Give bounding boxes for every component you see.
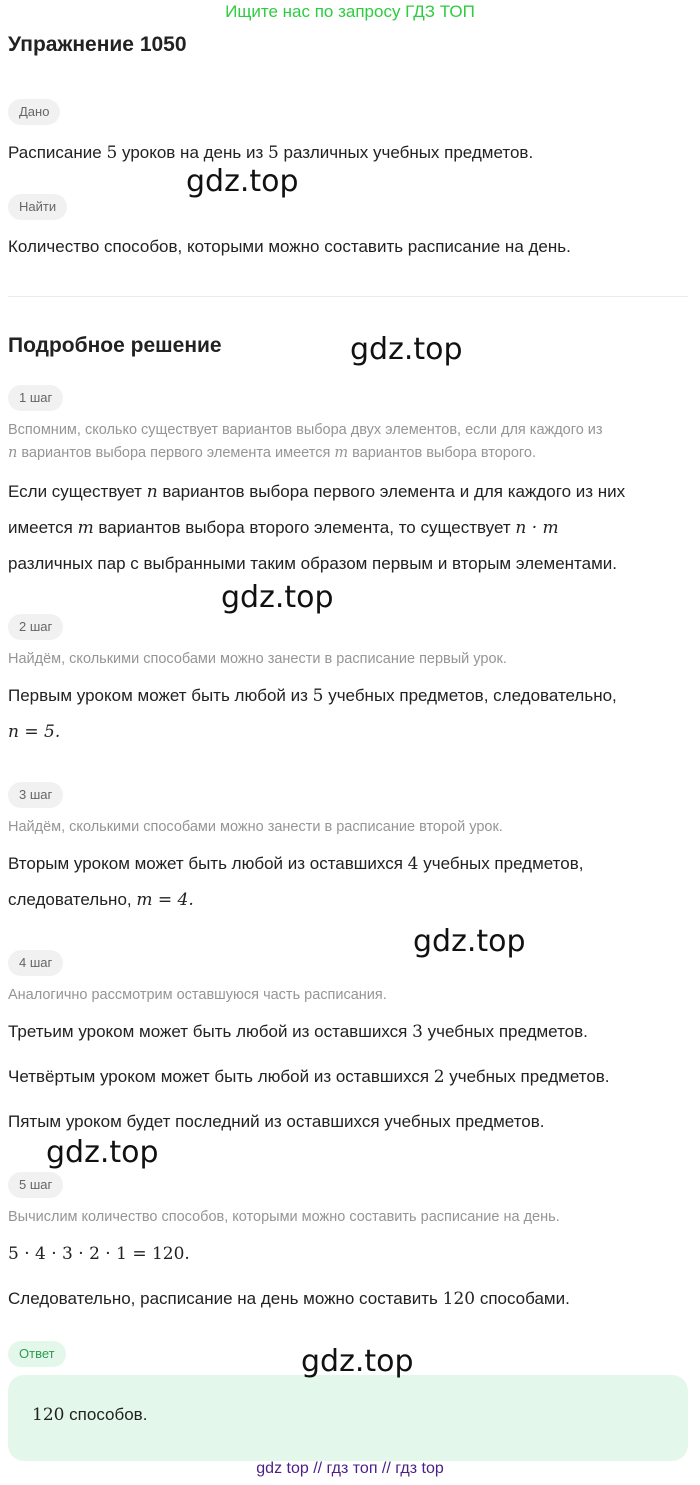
watermark: gdz.top [413, 924, 526, 959]
step1-l2-var: m [77, 518, 94, 538]
step1-chip-wrap [8, 385, 63, 411]
watermark: gdz.top [186, 164, 299, 199]
step1-line2 [8, 510, 688, 546]
step3-l2-expr: m = 4. [136, 890, 194, 910]
answer-label: способов. [64, 1405, 148, 1424]
given-text [8, 135, 688, 171]
step1-l1-var: n [146, 482, 158, 502]
step1-hint-line2-b: вариантов выбора второго. [348, 445, 536, 461]
answer-num: 120 [32, 1405, 65, 1425]
given-text-a: Расписание [8, 143, 107, 162]
step2-l1-num: 5 [312, 686, 324, 706]
step4-l2-a: Четвёртым уроком может быть любой из оставшихся [8, 1067, 434, 1086]
step3-chip-wrap [8, 782, 63, 808]
given-num2: 5 [267, 143, 279, 163]
find-chip-wrap [8, 194, 67, 220]
step4-l1-b: учебных предметов. [422, 1022, 588, 1041]
step4-chip: 4 шаг [8, 950, 63, 976]
given-num1: 5 [106, 143, 118, 163]
page-title: Упражнение 1050 [8, 33, 187, 56]
answer-chip-wrap [8, 1341, 66, 1367]
step1-chip: 1 шаг [8, 385, 63, 411]
given-chip-wrap [8, 99, 60, 125]
watermark: gdz.top [46, 1135, 159, 1170]
step2-l1-b: учебных предметов, следовательно, [323, 686, 617, 705]
step2-line2 [8, 714, 688, 750]
step3-l1-num: 4 [407, 854, 419, 874]
step3-l1-a: Вторым уроком может быть любой из оставшихся [8, 854, 408, 873]
step4-l1-a: Третьим уроком может быть любой из оставшихся [8, 1022, 413, 1041]
footer-links[interactable]: gdz top // гдз топ // гдз top [256, 1460, 444, 1477]
step1-line1 [8, 474, 688, 510]
step5-l2-b: способами. [475, 1289, 570, 1308]
step2-hint: Найдём, сколькими способами можно занести в расписание первый урок. [8, 651, 507, 667]
step1-hint-line2 [8, 442, 693, 465]
step4-hint: Аналогично рассмотрим оставшуюся часть расписания. [8, 987, 387, 1003]
answer-text [32, 1405, 147, 1425]
step4-l2-num: 2 [433, 1067, 445, 1087]
step2-chip: 2 шаг [8, 614, 63, 640]
step2-line1 [8, 678, 688, 714]
step3-line2 [8, 882, 688, 918]
step5-l2-num: 120 [442, 1289, 476, 1309]
step5-line1 [8, 1236, 688, 1272]
step1-l2-expr: n · m [515, 518, 559, 538]
step1-hint-line1: Вспомним, сколько существует вариантов выбора двух элементов, если для каждого из [8, 422, 603, 438]
step4-l1-num: 3 [412, 1022, 423, 1042]
step4-chip-wrap [8, 950, 63, 976]
step1-l2-b: вариантов выбора второго элемента, то существует [93, 518, 516, 537]
step4-line3: Пятым уроком будет последний из оставшихся учебных предметов. [8, 1112, 545, 1131]
step1-hint-line2-a: вариантов выбора первого элемента имеется [17, 445, 335, 461]
step5-l2-a: Следовательно, расписание на день можно составить [8, 1289, 443, 1308]
step1-hint-var-m: m [334, 445, 349, 461]
step5-chip: 5 шаг [8, 1172, 63, 1198]
step3-line1 [8, 846, 688, 882]
step3-l2-a: следовательно, [8, 890, 137, 909]
step1-l1-b: вариантов выбора первого элемента и для каждого из них [157, 482, 626, 501]
given-text-b: уроков на день из [117, 143, 268, 162]
step5-chip-wrap [8, 1172, 63, 1198]
step3-hint: Найдём, сколькими способами можно занести в расписание второй урок. [8, 819, 503, 835]
step1-l1-a: Если существует [8, 482, 147, 501]
answer-chip: Ответ [8, 1341, 66, 1367]
search-banner: Ищите нас по запросу ГДЗ ТОП [225, 2, 475, 21]
step5-l1-expr: 5 · 4 · 3 · 2 · 1 = 120. [8, 1244, 190, 1264]
given-text-c: различных учебных предметов. [278, 143, 534, 162]
solution-title: Подробное решение [8, 334, 222, 357]
step2-l2-expr: n = 5. [8, 722, 61, 742]
find-chip: Найти [8, 194, 67, 220]
step4-line1 [8, 1014, 688, 1050]
step1-hint-var-n: n [8, 445, 18, 461]
step5-line2 [8, 1281, 688, 1317]
step1-l2-a: имеется [8, 518, 78, 537]
step5-hint: Вычислим количество способов, которыми можно составить расписание на день. [8, 1209, 560, 1225]
watermark: gdz.top [301, 1344, 414, 1379]
given-chip: Дано [8, 99, 60, 125]
divider [8, 296, 688, 297]
step3-l1-b: учебных предметов, [418, 854, 584, 873]
watermark: gdz.top [350, 332, 463, 367]
step3-chip: 3 шаг [8, 782, 63, 808]
step2-chip-wrap [8, 614, 63, 640]
step1-line3: различных пар с выбранными таким образом первым и вторым элементами. [8, 554, 618, 573]
watermark: gdz.top [221, 580, 334, 615]
find-text: Количество способов, которыми можно составить расписание на день. [8, 237, 571, 256]
step2-l1-a: Первым уроком может быть любой из [8, 686, 313, 705]
step4-line2 [8, 1059, 688, 1095]
step4-l2-b: учебных предметов. [444, 1067, 610, 1086]
